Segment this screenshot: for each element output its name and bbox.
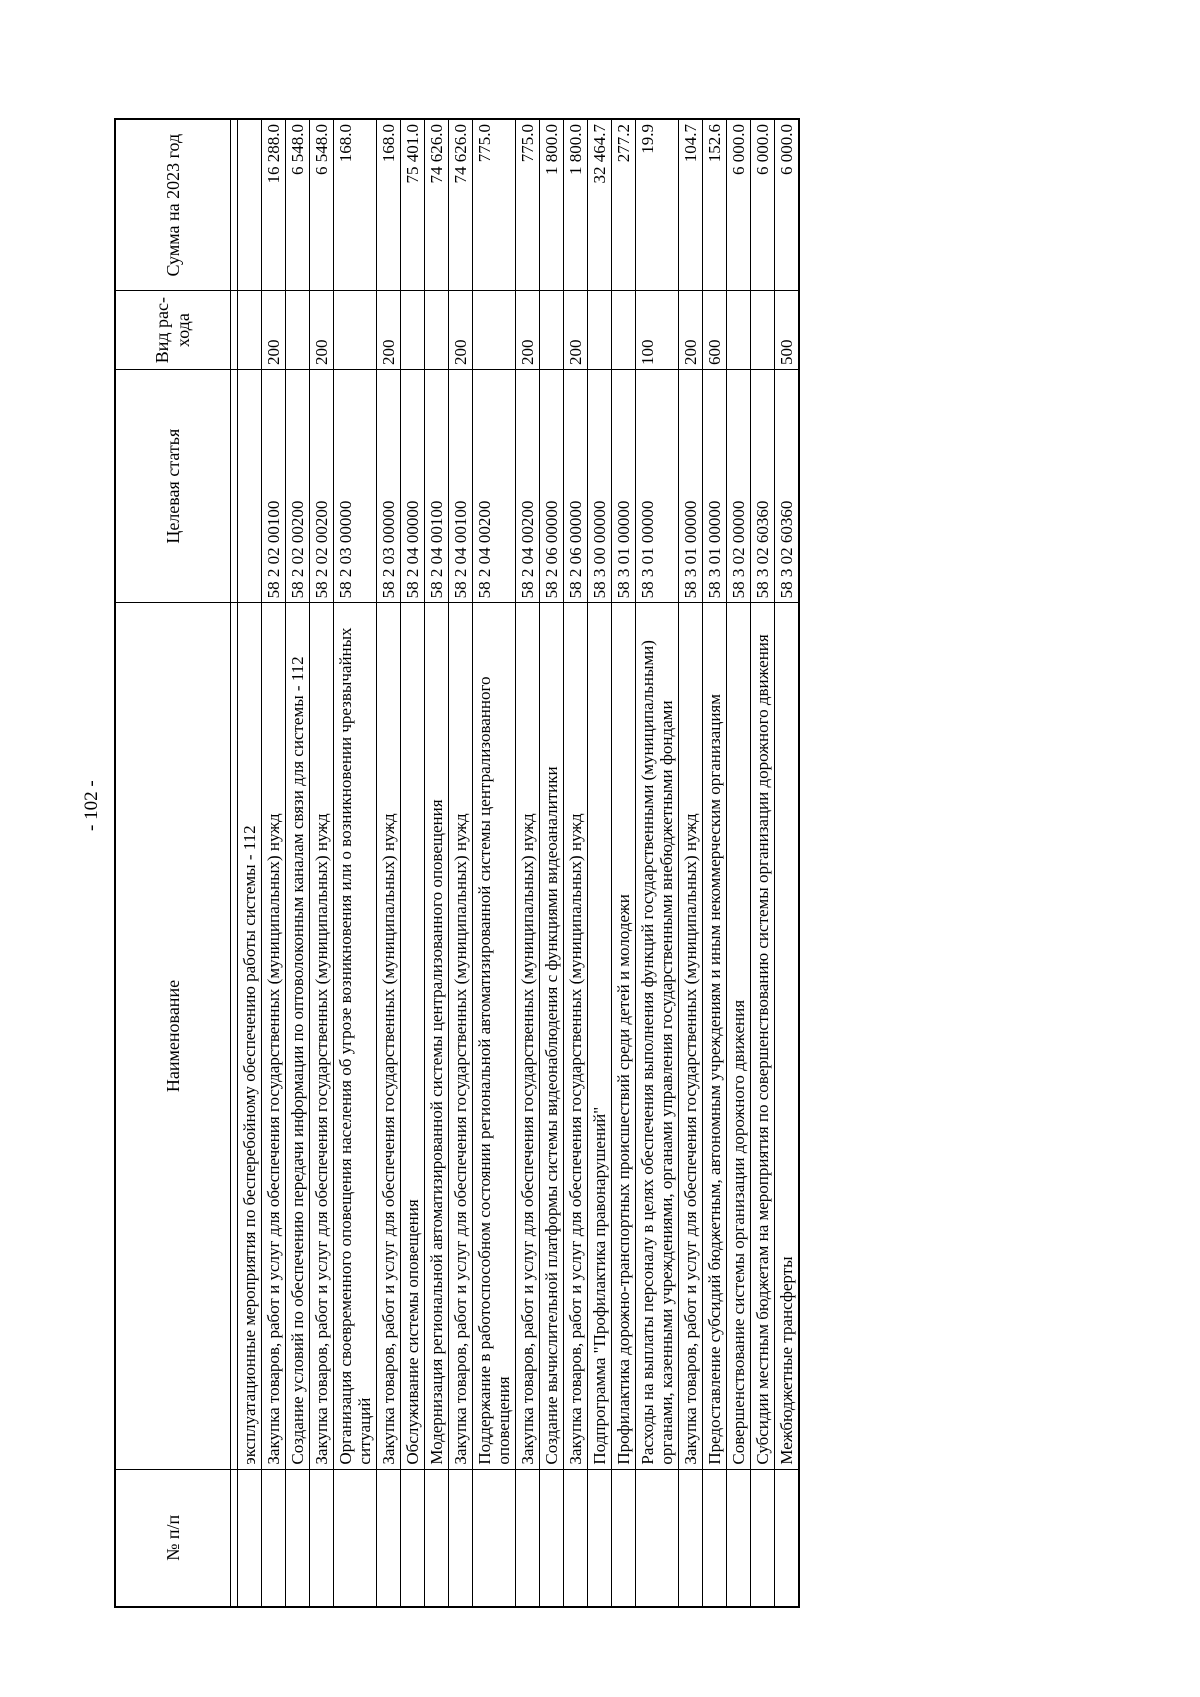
cell-sum: 775.0 <box>473 119 516 291</box>
cell-num <box>751 1469 775 1607</box>
cell-sum <box>238 119 262 291</box>
table-row <box>377 119 401 1607</box>
cell-num <box>588 1469 612 1607</box>
header-sum: Сумма на 2023 год <box>115 119 231 291</box>
cell-type <box>751 291 775 370</box>
cell-sum: 104.7 <box>679 119 703 291</box>
cell-sum: 19.9 <box>636 119 679 291</box>
cell-type: 200 <box>449 291 473 370</box>
table-row <box>449 119 473 1607</box>
cell-type: 200 <box>516 291 540 370</box>
cell-num <box>775 1469 800 1607</box>
cell-type: 200 <box>564 291 588 370</box>
cell-code: 58 2 03 00000 <box>377 369 401 602</box>
cell-code: 58 2 02 00200 <box>310 369 334 602</box>
cell-code: 58 2 02 00100 <box>262 369 286 602</box>
cell-num <box>564 1469 588 1607</box>
cell-name: Совершенствование системы организации дорожного движения <box>727 603 751 1469</box>
header-type: Вид рас-хода <box>115 291 231 370</box>
table-header-row <box>115 119 231 1607</box>
table-row <box>636 119 679 1607</box>
cell-name: Субсидии местным бюджетам на мероприятия по совершенствованию системы организации дорожного движения <box>751 603 775 1469</box>
cell-sum: 775.0 <box>516 119 540 291</box>
cell-code <box>238 369 262 602</box>
cell-name: Создание вычислительной платформы системы видеонаблюдения с функциями видеоаналитики <box>540 603 564 1469</box>
cell-sum: 168.0 <box>377 119 401 291</box>
cell-code: 58 2 04 00000 <box>401 369 425 602</box>
cell-type: 200 <box>262 291 286 370</box>
cell-type <box>727 291 751 370</box>
table-row <box>540 119 564 1607</box>
cell-type: 200 <box>310 291 334 370</box>
table-row <box>238 119 262 1607</box>
cell-name: Закупка товаров, работ и услуг для обеспечения государственных (муниципальных) нужд <box>449 603 473 1469</box>
cell-num <box>516 1469 540 1607</box>
page-number: - 102 - <box>81 780 102 831</box>
cell-code: 58 2 06 00000 <box>564 369 588 602</box>
cell-code: 58 3 02 00000 <box>727 369 751 602</box>
table-row <box>564 119 588 1607</box>
cell-num <box>612 1469 636 1607</box>
cell-type: 600 <box>703 291 727 370</box>
cell-type <box>473 291 516 370</box>
cell-sum: 6 548.0 <box>286 119 310 291</box>
cell-code: 58 3 00 00000 <box>588 369 612 602</box>
cell-name: Подпрограмма "Профилактика правонарушений" <box>588 603 612 1469</box>
spacer-row <box>231 119 238 1607</box>
cell-sum: 6 548.0 <box>310 119 334 291</box>
cell-code: 58 2 04 00100 <box>425 369 449 602</box>
cell-num <box>540 1469 564 1607</box>
cell-num <box>377 1469 401 1607</box>
header-num: № п/п <box>115 1469 231 1607</box>
cell-code: 58 2 04 00100 <box>449 369 473 602</box>
cell-type: 200 <box>679 291 703 370</box>
cell-num <box>310 1469 334 1607</box>
table-row <box>334 119 377 1607</box>
cell-sum: 74 626.0 <box>449 119 473 291</box>
table-row <box>588 119 612 1607</box>
cell-sum: 75 401.0 <box>401 119 425 291</box>
table-sheet <box>114 118 1074 1608</box>
table-row <box>286 119 310 1607</box>
table-row <box>727 119 751 1607</box>
cell-sum: 6 000.0 <box>775 119 800 291</box>
cell-type <box>286 291 310 370</box>
cell-name: Межбюджетные трансферты <box>775 603 800 1469</box>
cell-name: Закупка товаров, работ и услуг для обеспечения государственных (муниципальных) нужд <box>262 603 286 1469</box>
table-row <box>703 119 727 1607</box>
cell-num <box>425 1469 449 1607</box>
cell-sum: 74 626.0 <box>425 119 449 291</box>
table-row <box>425 119 449 1607</box>
cell-num <box>401 1469 425 1607</box>
cell-num <box>449 1469 473 1607</box>
cell-type <box>238 291 262 370</box>
cell-name: Организация своевременного оповещения населения об угрозе возникновения или о возникновении чрезвычайных ситуаций <box>334 603 377 1469</box>
cell-code: 58 3 02 60360 <box>751 369 775 602</box>
cell-type <box>588 291 612 370</box>
cell-sum: 277.2 <box>612 119 636 291</box>
cell-sum: 16 288.0 <box>262 119 286 291</box>
cell-name: Закупка товаров, работ и услуг для обеспечения государственных (муниципальных) нужд <box>377 603 401 1469</box>
table-row <box>751 119 775 1607</box>
cell-sum: 6 000.0 <box>751 119 775 291</box>
cell-type <box>401 291 425 370</box>
cell-type <box>334 291 377 370</box>
cell-code: 58 2 06 00000 <box>540 369 564 602</box>
cell-name: Предоставление субсидий бюджетным, автономным учреждениям и иным некоммерческим организациям <box>703 603 727 1469</box>
table-row <box>775 119 800 1607</box>
cell-code: 58 3 01 00000 <box>703 369 727 602</box>
cell-name: Закупка товаров, работ и услуг для обеспечения государственных (муниципальных) нужд <box>564 603 588 1469</box>
cell-num <box>286 1469 310 1607</box>
cell-type <box>612 291 636 370</box>
table-row <box>516 119 540 1607</box>
cell-type <box>540 291 564 370</box>
cell-name: Создание условий по обеспечению передачи информации по оптоволоконным каналам связи для системы - 112 <box>286 603 310 1469</box>
cell-num <box>703 1469 727 1607</box>
cell-num <box>334 1469 377 1607</box>
table-row <box>262 119 286 1607</box>
cell-name: Поддержание в работоспособном состоянии региональной автоматизированной системы централизованного оповещения <box>473 603 516 1469</box>
cell-code: 58 3 01 00000 <box>679 369 703 602</box>
cell-name: Обслуживание системы оповещения <box>401 603 425 1469</box>
cell-code: 58 3 01 00000 <box>612 369 636 602</box>
cell-type: 500 <box>775 291 800 370</box>
cell-sum: 1 800.0 <box>564 119 588 291</box>
cell-sum: 1 800.0 <box>540 119 564 291</box>
table-row <box>679 119 703 1607</box>
cell-type <box>425 291 449 370</box>
cell-name: Модернизация региональной автоматизированной системы централизованного оповещения <box>425 603 449 1469</box>
cell-code: 58 2 04 00200 <box>516 369 540 602</box>
budget-table <box>114 118 800 1608</box>
cell-code: 58 2 04 00200 <box>473 369 516 602</box>
cell-name: эксплуатационные мероприятия по бесперебойному обеспечению работы системы - 112 <box>238 603 262 1469</box>
cell-code: 58 3 02 60360 <box>775 369 800 602</box>
cell-name: Закупка товаров, работ и услуг для обеспечения государственных (муниципальных) нужд <box>679 603 703 1469</box>
table-row <box>310 119 334 1607</box>
cell-name: Профилактика дорожно-транспортных происшествий среди детей и молодежи <box>612 603 636 1469</box>
cell-num <box>238 1469 262 1607</box>
table-row <box>401 119 425 1607</box>
cell-num <box>679 1469 703 1607</box>
cell-type: 200 <box>377 291 401 370</box>
cell-num <box>636 1469 679 1607</box>
cell-code: 58 2 03 00000 <box>334 369 377 602</box>
cell-code: 58 3 01 00000 <box>636 369 679 602</box>
cell-sum: 152.6 <box>703 119 727 291</box>
cell-name: Закупка товаров, работ и услуг для обеспечения государственных (муниципальных) нужд <box>516 603 540 1469</box>
rotated-table-container <box>114 118 1074 1608</box>
cell-name: Закупка товаров, работ и услуг для обеспечения государственных (муниципальных) нужд <box>310 603 334 1469</box>
cell-code: 58 2 02 00200 <box>286 369 310 602</box>
table-body <box>231 119 800 1607</box>
header-code: Целевая статья <box>115 369 231 602</box>
table-row <box>612 119 636 1607</box>
cell-sum: 32 464.7 <box>588 119 612 291</box>
cell-sum: 168.0 <box>334 119 377 291</box>
table-row <box>473 119 516 1607</box>
cell-num <box>262 1469 286 1607</box>
cell-sum: 6 000.0 <box>727 119 751 291</box>
header-name: Наименование <box>115 603 231 1469</box>
cell-num <box>473 1469 516 1607</box>
cell-type: 100 <box>636 291 679 370</box>
cell-num <box>727 1469 751 1607</box>
cell-name: Расходы на выплаты персоналу в целях обеспечения выполнения функций государственными (муниципальными) органами, казенными учреждениями, органами управления государственными внебюджетными фондами <box>636 603 679 1469</box>
